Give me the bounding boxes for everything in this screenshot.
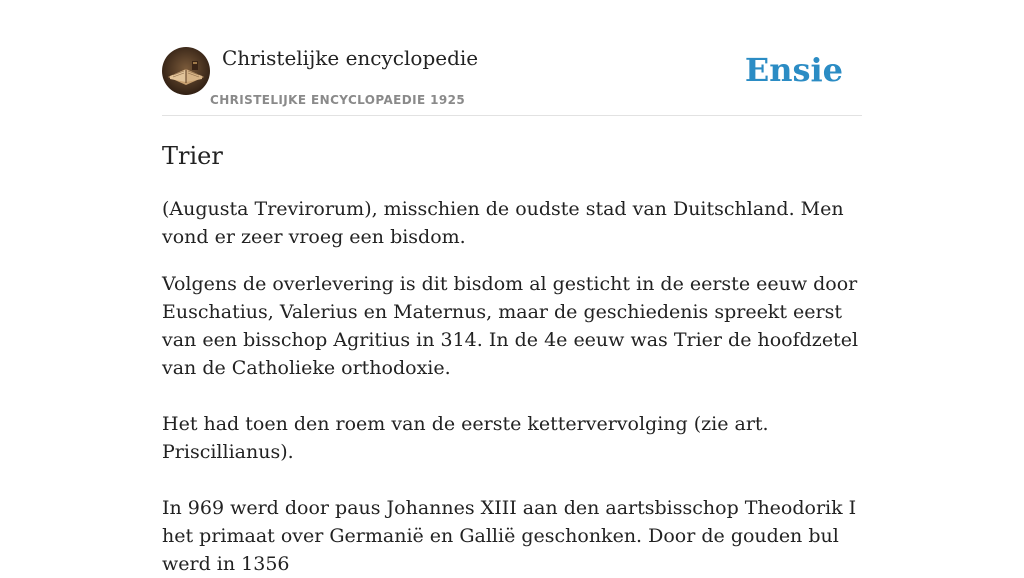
entry-paragraph-2: Volgens de overlevering is dit bisdom al gesticht in de eerste eeuw door Euschatius, Valerius en Maternus, maar de geschiedenis spreekt eerst van een bisschop Agritius in 314. In de 4e eeuw was Trier de hoofdzetel van de Catholieke orthodoxie. xyxy=(162,273,859,379)
site-title[interactable]: Christelijke encyclopedie xyxy=(222,46,479,70)
ensie-logo-link[interactable]: Ensie xyxy=(744,51,843,89)
entry-title: Trier xyxy=(162,142,223,170)
entry-paragraph-1: (Augusta Trevirorum), misschien de oudste stad van Duitschland. Men vond er zeer vroeg een bisdom. xyxy=(162,198,844,248)
entry-body xyxy=(162,195,862,578)
site-subtitle: CHRISTELIJKE ENCYCLOPAEDIE 1925 xyxy=(210,93,466,107)
site-header xyxy=(162,0,862,116)
book-avatar-graphic xyxy=(162,47,210,95)
page xyxy=(162,0,862,578)
entry-paragraph-4: In 969 werd door paus Johannes XIII aan den aartsbisschop Theodorik I het primaat over Germanië en Gallië geschonken. Door de gouden bul werd in 1356 xyxy=(162,497,857,575)
book-avatar-icon[interactable] xyxy=(162,47,210,95)
entry-paragraph-3: Het had toen den roem van de eerste kettervervolging (zie art. Priscillianus). xyxy=(162,413,769,463)
